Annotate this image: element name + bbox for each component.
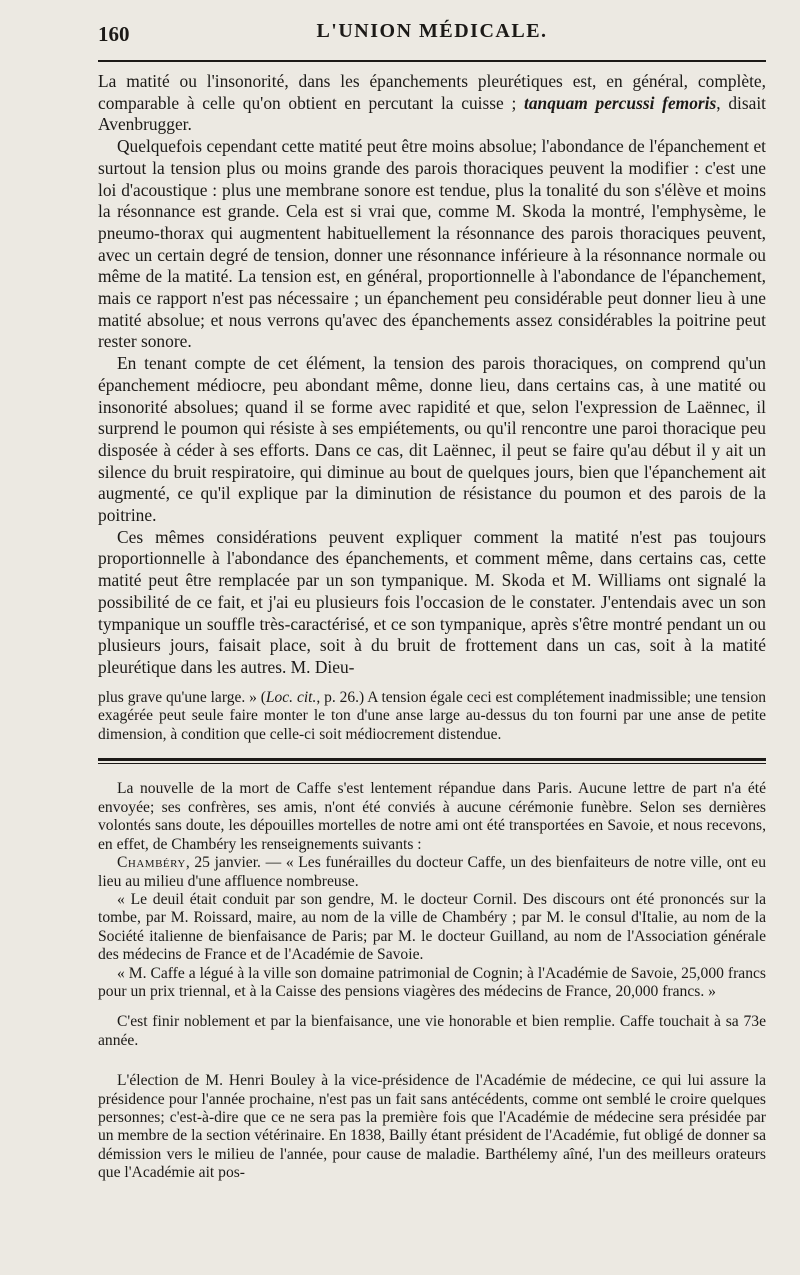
section-divider — [98, 758, 766, 764]
footnote-text: plus grave qu'une large. » (Loc. cit., p. 26.) A tension égale ceci est complétement inadmissible; une tension exagérée peut seule faire monter le ton d'une anse large au-dessus du ton fourni par une anse de petite dimension, à condition que celle-ci soit médiocrement distendue. — [98, 688, 766, 743]
latin-quote: tanquam percussi femoris — [524, 92, 717, 113]
news-paragraph-1: La nouvelle de la mort de Caffe s'est lentement répandue dans Paris. Aucune lettre de part n'a été envoyée; ses confrères, ses amis, n'ont été conviés à aucune cérémonie funèbre. Selon ses dernières volontés sans doute, les dépouilles mortelles de notre ami ont été transportées en Savoie, et nous recevons, en effet, de Chambéry les renseignements suivants : — [98, 780, 766, 853]
news-paragraph-6: L'élection de M. Henri Bouley à la vice-présidence de l'Académie de médecine, ce qui lui assure la présidence pour l'année prochaine, n'est pas un fait sans antécédents, comme ont semblé le croire quelques personnes; c'est-à-dire que ce ne sera pas la première fois que l'Académie de médecine sera présidée par un membre de la section vétérinaire. En 1838, Bailly étant président de l'Académie, fut obligé de donner sa démission vers le milieu de l'année, pour cause de maladie. Barthélemy aîné, l'un des meilleurs orateurs que l'Académie ait pos- — [98, 1072, 766, 1182]
paragraph-2: Quelquefois cependant cette matité peut être moins absolue; l'abondance de l'épanchement et surtout la tension plus ou moins grande des parois thoraciques peuvent la modifier : c'est une loi d'acoustique : plus une membrane sonore est tendue, plus la tonalité du son s'élève et moins la résonnance est grande. Cela est si vrai que, comme M. Skoda la montré, l'emphysème, le pneumo-thorax qui augmentent habituellement la résonnance des parois thoraciques peuvent, avec un certain degré de tension, donner une résonnance inférieure à la résonnance normale ou même de la matité. La tension est, en général, proportionnelle à l'abondance de l'épanchement, mais ce rapport n'est pas nécessaire ; un épanchement peu considérable peut donner lieu à une matité absolue; et nous verrons qu'avec des épanchements assez considérables la poitrine peut rester sonore. — [98, 136, 766, 352]
paragraph-1: La matité ou l'insonorité, dans les épanchements pleurétiques est, en général, complète, comparable à celle qu'on obtient en percutant la cuisse ; tanquam percussi femoris, disait Avenbrugger. — [98, 71, 767, 135]
paragraph-3: En tenant compte de cet élément, la tension des parois thoraciques, on comprend qu'un épanchement médiocre, peu abondant même, donne lieu, dans certains cas, à une matité ou insonorité absolues; quand il se forme avec rapidité et que, selon l'expression de Laënnec, il surprend le poumon qui résiste à ses empiétements, ou qu'il rencontre une paroi thoracique peu disposée à céder à ses efforts. Dans ce cas, dit Laënnec, il peut se faire qu'au début il y ait un silence du bruit respiratoire, qui diminue au bout de quelques jours, bien que l'épanchement ait augmenté, ce qu'il explique par la diminution de résistance du poumon et des parois de la poitrine. — [98, 353, 766, 526]
dateline-place: Chambéry — [117, 854, 186, 872]
news-paragraph-3: « Le deuil était conduit par son gendre, M. le docteur Cornil. Des discours ont été prononcés sur la tombe, par M. Roissard, maire, au nom de la ville de Chambéry ; par M. le consul d'Italie, au nom de la Société italienne de bienfaisance de Paris; par M. le docteur Guilland, au nom de l'Association générale des médecins de France et de l'Académie de Savoie. — [98, 890, 766, 964]
footnote — [98, 689, 766, 745]
main-article — [98, 71, 766, 679]
news-paragraph-4: « M. Caffe a légué à la ville son domaine patrimonial de Cognin; à l'Académie de Savoie, 25,000 francs pour un prix triennal, et à la Caisse des pensions viagères des médecins de France, 20,000 francs. » — [98, 964, 766, 1000]
journal-title: L'UNION MÉDICALE. — [316, 20, 548, 42]
running-head — [98, 18, 766, 48]
news-paragraph-2: Chambéry, 25 janvier. — « Les funérailles du docteur Caffe, un des bienfaiteurs de notre ville, ont eu lieu au milieu d'une affluence nombreuse. — [98, 854, 766, 890]
page-number: 160 — [98, 22, 130, 46]
paragraph-4: Ces mêmes considérations peuvent expliquer comment la matité n'est pas toujours proportionnelle à l'abondance des épanchements, et comment même, dans certains cas, cette matité peut être remplacée par un son tympanique. M. Skoda et M. Williams ont signalé la possibilité de ce fait, et j'ai eu plusieurs fois l'occasion de le constater. J'entendais avec un son tympanique un souffle très-caractérisé, et ce son tympanique, après s'être montré pendant un ou plusieurs jours, faisait place, soit à du bruit de frottement dans un cas, soit à la matité pleurétique dans les autres. M. Dieu- — [98, 526, 766, 677]
news-paragraph-5: C'est finir noblement et par la bienfaisance, une vie honorable et bien remplie. Caffe touchait à sa 73e année. — [98, 1013, 766, 1049]
header-rule — [98, 60, 766, 62]
citation: Loc. cit. — [265, 688, 317, 706]
news-section — [98, 780, 766, 1182]
